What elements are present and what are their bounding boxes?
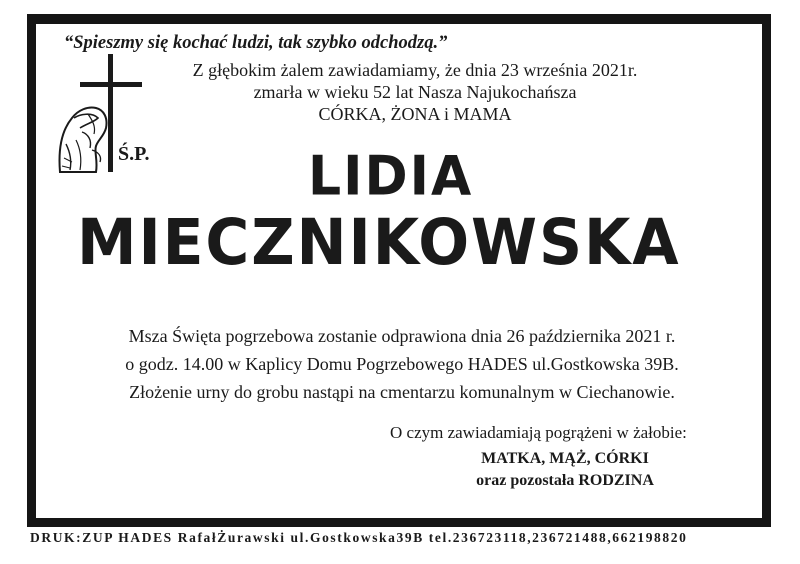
mourners-line-1: MATKA, MĄŻ, CÓRKI: [481, 450, 649, 467]
funeral-details-line-3: Złożenie urny do grobu nastąpi na cmentarzu komunalnym w Ciechanowie.: [129, 382, 675, 402]
announcement-line-2: zmarła w wieku 52 lat Nasza Najukochańsza: [253, 82, 577, 102]
funeral-details: [92, 322, 712, 406]
announcement-block: [140, 59, 690, 125]
mourners-list: [450, 448, 680, 492]
printer-footer: DRUK:ZUP HADES RafałŻurawski ul.Gostkowska39B tel.236723118,236721488,662198820: [30, 530, 688, 545]
funeral-details-line-1: Msza Święta pogrzebowa zostanie odprawiona dnia 26 października 2021 r.: [128, 326, 676, 346]
announcement-line-1: Z głębokim żalem zawiadamiamy, że dnia 23 września 2021r.: [192, 60, 638, 80]
deceased-last-name: MIECZNIKOWSKA: [77, 206, 681, 279]
deceased-first-name: LIDIA: [308, 145, 474, 208]
mourners-line-2: oraz pozostała RODZINA: [476, 472, 654, 489]
funeral-details-line-2: o godz. 14.00 w Kaplicy Domu Pogrzebowego HADES ul.Gostkowska 39B.: [125, 354, 679, 374]
sp-label: Ś.P.: [118, 143, 150, 165]
mourners-intro: O czym zawiadamiają pogrążeni w żałobie:: [390, 423, 687, 442]
announcement-line-3: CÓRKA, ŻONA i MAMA: [318, 104, 512, 124]
quote-text: “Spieszmy się kochać ludzi, tak szybko odchodzą.”: [64, 33, 448, 53]
